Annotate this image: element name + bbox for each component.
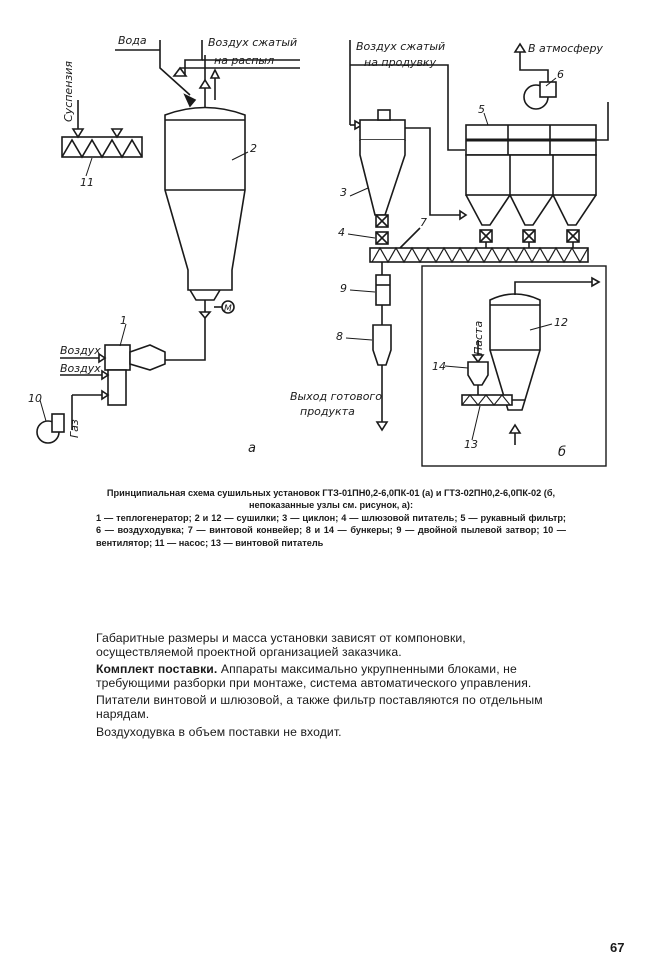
delivery-text: Аппараты максимально укрупненными блоками, не требующими разборки при монтаже, система автоматического управления. <box>96 662 532 690</box>
num-1: 1 <box>120 314 127 327</box>
num-11: 11 <box>80 176 94 189</box>
num-2: 2 <box>250 142 257 155</box>
caption-legend: 1 — теплогенератор; 2 и 12 — сушилки; 3 — циклон; 4 — шлюзовой питатель; 5 — рукавный фильтр; 6 — воздуходувка; 7 — винтовой конвейер; 8 и 14 — бункеры; 9 — двойной пылевой затвор; 10 — вентилятор; 11 — насос; 13 — винтовой питатель <box>96 512 566 548</box>
label-part-b: б <box>558 445 567 460</box>
num-7: 7 <box>420 216 427 229</box>
label-air-blow-2: на продувку <box>364 56 437 69</box>
label-air-spray-1: Воздух сжатый <box>208 36 298 49</box>
motor-label: М <box>224 304 232 314</box>
num-10: 10 <box>28 392 42 405</box>
label-air-blow-1: Воздух сжатый <box>356 40 446 53</box>
label-suspension: Суспензия <box>62 60 75 122</box>
label-water: Вода <box>118 34 147 47</box>
paragraph-feeders: Питатели винтовой и шлюзовой, а также фильтр поставляются по отдельным нарядам. <box>96 693 543 721</box>
num-13: 13 <box>464 438 478 451</box>
num-6: 6 <box>557 68 564 81</box>
label-atmosphere: В атмосферу <box>528 42 603 55</box>
label-paste: Паста <box>472 320 485 355</box>
label-part-a: а <box>248 441 256 456</box>
num-8: 8 <box>336 330 343 343</box>
caption-title: Принципиальная схема сушильных установок ГТЗ-01ПН0,2-6,0ПК-01 (а) и ГТЗ-02ПН0,2-6,0ПК-02 (б, непоказанные узлы см. рисунок, а): <box>106 488 556 511</box>
drying-installation-diagram <box>0 0 658 470</box>
figure-caption <box>96 487 566 549</box>
num-9: 9 <box>340 282 347 295</box>
paragraph-blower: Воздуходувка в объем поставки не входит. <box>96 724 342 739</box>
label-exit-1: Выход готового <box>290 390 382 403</box>
body-text <box>96 632 552 743</box>
delivery-heading: Комплект поставки. <box>96 662 218 677</box>
label-gas: Газ <box>68 419 81 438</box>
num-4: 4 <box>338 226 345 239</box>
num-3: 3 <box>340 186 347 199</box>
label-exit-2: продукта <box>300 405 355 418</box>
label-air-spray-2: на распыл <box>214 54 275 67</box>
paragraph-dimensions: Габаритные размеры и масса установки зависят от компоновки, осуществляемой проектной организацией заказчика. <box>96 631 466 659</box>
paragraph-delivery <box>96 663 552 690</box>
num-14: 14 <box>432 360 446 373</box>
num-5: 5 <box>478 103 485 116</box>
label-air-1: Воздух <box>60 344 101 357</box>
num-12: 12 <box>554 316 568 329</box>
label-air-2: Воздух <box>60 362 101 375</box>
page-number: 67 <box>610 940 625 955</box>
